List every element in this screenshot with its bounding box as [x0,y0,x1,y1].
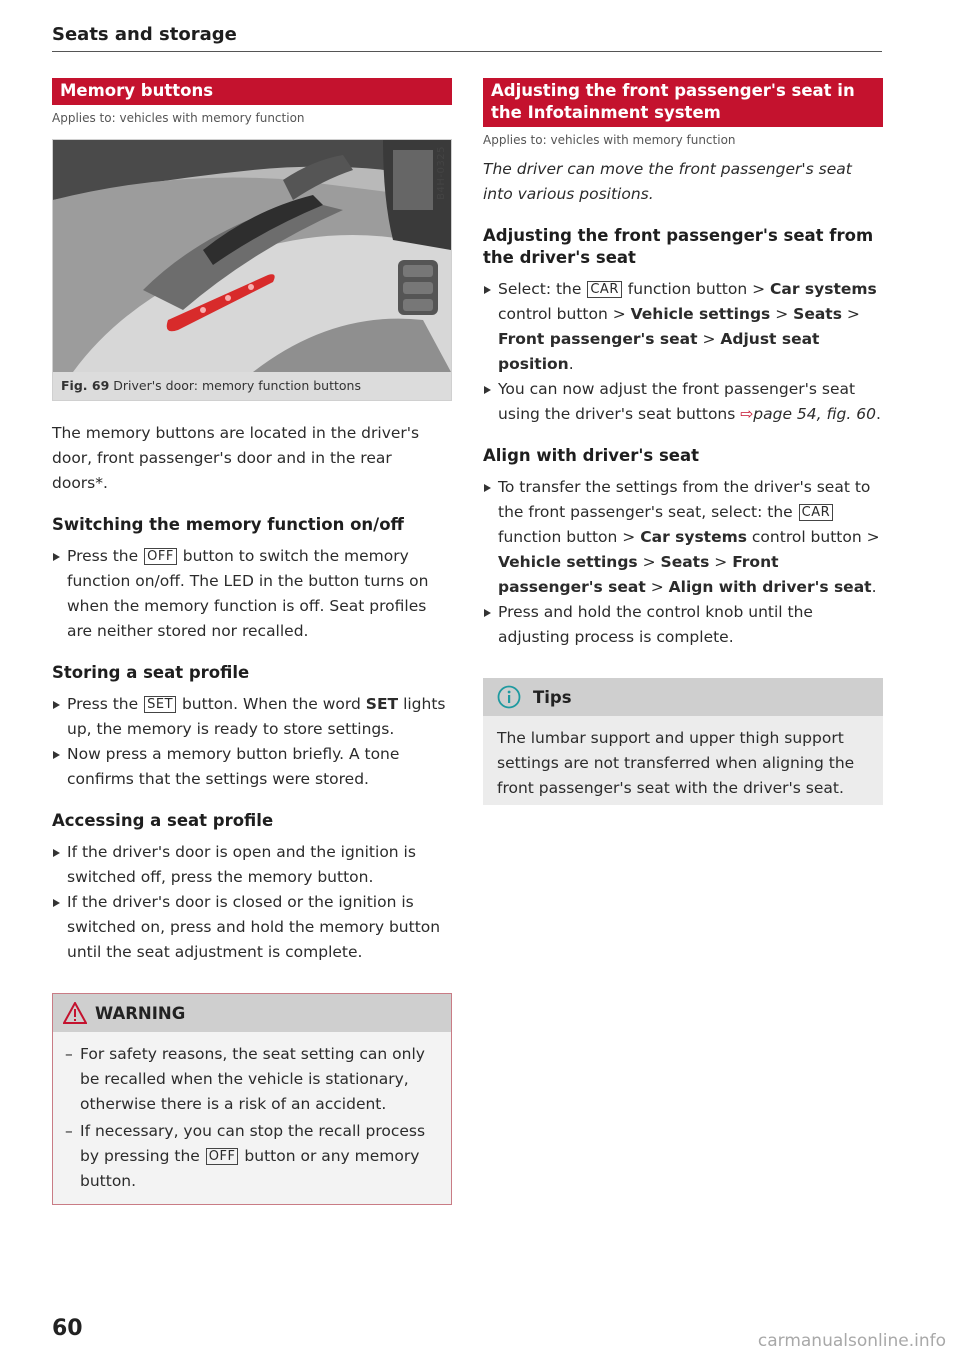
page-header: Seats and storage [52,24,882,52]
reference-arrow-icon: ⇨ [740,405,754,423]
key-off: OFF [206,1148,239,1165]
step-text: button to switch the memory function on/off. The LED in the button turns on when the memory function is off. Seat profiles are neither stored nor recalled. [67,547,429,640]
list-item: If the driver's door is open and the ignition is switched off, press the memory button. [52,840,452,890]
switching-steps [52,544,452,644]
menu-adjust-seat-position: Adjust seat position [498,330,820,373]
separator: > [714,553,728,571]
step-text: control button > [498,305,626,323]
applies-note: Applies to: vehicles with memory function [52,111,305,125]
intro-italic: The driver can move the front passenger's seat into various positions. [483,160,852,203]
list-item [483,277,883,377]
list-item: If the driver's door is closed or the ignition is switched on, press and hold the memory button until the seat adjustment is complete. [52,890,452,965]
heading-adjusting: Adjusting the front passenger's seat from the driver's seat [483,226,874,267]
warning-box [52,993,452,1205]
heading-accessing: Accessing a seat profile [52,811,274,830]
step-text: You can now adjust the front passenger's seat using the driver's seat buttons [498,380,856,423]
menu-seats: Seats [793,305,842,323]
step-text: control button > [751,528,880,546]
step-text: . [568,355,574,373]
list-item [52,692,452,742]
tips-text: The lumbar support and upper thigh support settings are not transferred when aligning the front passenger's seat with the driver's seat. [497,729,855,797]
right-column [483,78,883,805]
tips-title: Tips [533,687,572,707]
list-item [52,544,452,644]
menu-car-systems: Car systems [770,280,877,298]
key-set: SET [144,696,176,713]
warning-text: If necessary, you can stop the recall process by pressing the [80,1122,426,1165]
list-item [483,475,883,600]
warning-header [53,994,451,1032]
door-illustration [53,140,451,372]
figure-label: Fig. 69 [61,378,110,393]
key-car: CAR [587,281,622,298]
warning-body [53,1032,451,1204]
set-word: SET [365,695,399,713]
intro-paragraph: The memory buttons are located in the driver's door, front passenger's door and in the rear doors*. [52,424,420,492]
tips-header [483,678,883,716]
separator: > [846,305,860,323]
heading-storing: Storing a seat profile [52,663,250,682]
warning-triangle-icon [63,1002,87,1024]
separator: > [775,305,789,323]
figure-caption-text: Driver's door: memory function buttons [113,378,361,393]
menu-vehicle-settings: Vehicle settings [630,305,771,323]
separator: > [642,553,656,571]
watermark: carmanualsonline.info [757,1331,946,1351]
align-steps [483,475,883,650]
menu-vehicle-settings: Vehicle settings [498,553,638,571]
key-car: CAR [799,504,834,521]
list-item: Now press a memory button briefly. A tone confirms that the settings were stored. [52,742,452,792]
list-item: Press and hold the control knob until the adjusting process is complete. [483,600,883,650]
list-item: – For safety reasons, the seat setting can only be recalled when the vehicle is stationary, otherwise there is a risk of an accident. [65,1042,437,1117]
key-off: OFF [144,548,177,565]
figure-caption [53,372,451,400]
figure-memory-buttons [52,139,452,401]
menu-seats: Seats [660,553,710,571]
step-text: To transfer the settings from the driver's seat to the front passenger's seat, select: the [498,478,871,521]
left-column [52,78,452,1205]
list-item [65,1119,437,1194]
menu-car-systems: Car systems [640,528,747,546]
warning-title: WARNING [95,1003,186,1023]
adjusting-steps [483,277,883,427]
step-text: button. When the word [181,695,361,713]
section-title-memory-buttons: Memory buttons [52,78,452,105]
list-item [483,377,883,427]
step-text: Select: the [498,280,582,298]
storing-steps [52,692,452,792]
step-text: function button > [627,280,766,298]
section-title-passenger-seat: Adjusting the front passenger's seat in the Infotainment system [483,78,883,127]
heading-align: Align with driver's seat [483,446,699,465]
step-text: . [875,405,881,423]
step-text: . [871,578,877,596]
page-reference[interactable]: page 54, fig. 60 [753,405,876,423]
step-text: Press the [67,547,139,565]
applies-note: Applies to: vehicles with memory function [483,133,736,147]
menu-align-with-driver: Align with driver's seat [668,578,872,596]
step-text: Press the [67,695,139,713]
heading-switching: Switching the memory function on/off [52,515,404,534]
separator: > [702,330,716,348]
page-number: 60 [52,1316,83,1341]
separator: > [650,578,664,596]
figure-code: B4H-0325 [436,146,447,200]
accessing-steps [52,840,452,965]
step-text: function button > [498,528,636,546]
tips-box [483,678,883,805]
menu-front-passenger-seat: Front passenger's seat [498,330,698,348]
menu-front-passenger-seat: Front passenger's seat [498,553,779,596]
info-icon [497,685,521,709]
step-text: lights up, the memory is ready to store settings. [67,695,446,738]
warning-text: button or any memory button. [80,1147,420,1190]
